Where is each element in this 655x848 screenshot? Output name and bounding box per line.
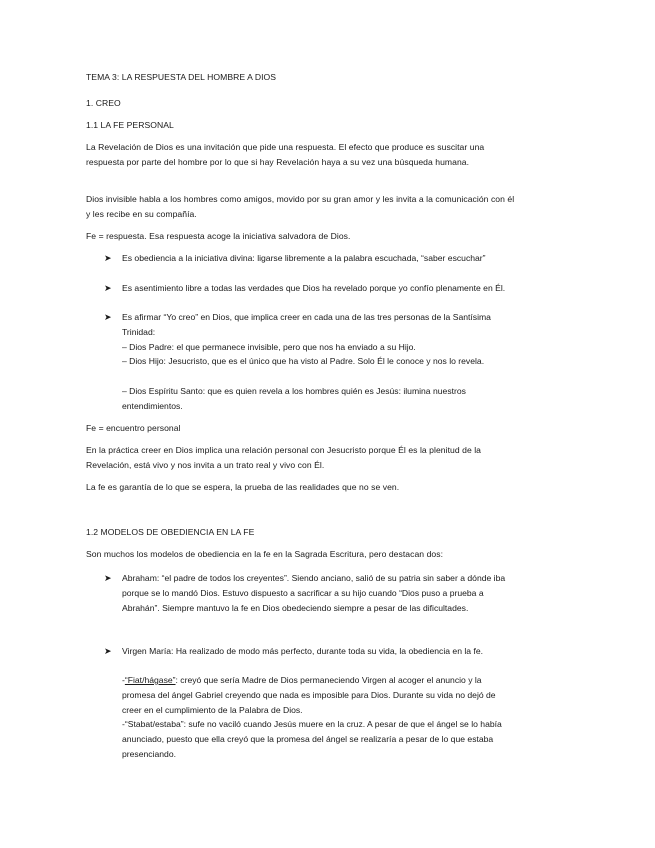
- bullet-virgen-maria: Virgen María: Ha realizado de modo más perfecto, durante toda su vida, la obediencia en la fe.: [122, 646, 483, 656]
- bullet-yo-creo: Es afirmar “Yo creo” en Dios, que implica creer en cada una de las tres personas de la Santísima Trinidad:: [122, 312, 491, 337]
- fiat-text: : creyó que sería Madre de Dios permaneciendo Virgen al acoger el anuncio y la promesa del ángel Gabriel creyendo que nada es imposible para Dios. Durante su vida no dejó de creer en el cumplimiento de la Palabra de Dios.: [122, 675, 496, 715]
- fiat-label: “Fiat/hágase”: [124, 675, 176, 685]
- fiat-prefix: -: [122, 675, 125, 685]
- paragraph-garantia: La fe es garantía de lo que se espera, la prueba de las realidades que no se ven.: [86, 482, 400, 492]
- paragraph-encuentro: Fe = encuentro personal: [86, 423, 181, 433]
- bullet-arrow-icon: ➤: [104, 312, 112, 322]
- bullet-arrow-icon: ➤: [104, 253, 112, 263]
- bullet-arrow-icon: ➤: [104, 573, 112, 583]
- trinity-padre: – Dios Padre: el que permanece invisible, pero que nos ha enviado a su Hijo.: [122, 342, 416, 352]
- fiat-paragraph: [122, 673, 517, 717]
- trinity-hijo: – Dios Hijo: Jesucristo, que es el único que ha visto al Padre. Solo Él le conoce y nos lo revela.: [122, 356, 485, 366]
- paragraph-dios-invisible: Dios invisible habla a los hombres como amigos, movido por su gran amor y les invita a la comunicación con él y les recibe en su compañía.: [86, 194, 515, 219]
- paragraph-practica: En la práctica creer en Dios implica una relación personal con Jesucristo porque Él es la plenitud de la Revelación, está vivo y nos invita a un trato real y vivo con Él.: [86, 445, 481, 470]
- bullet-abraham: Abraham: “el padre de todos los creyentes”. Siendo anciano, salió de su patria sin saber a dónde iba porque se lo mandó Dios. Estuvo dispuesto a sacrificar a su hijo cuando “Dios puso a prueba a Abrahán”. Siempre mantuvo la fe en Dios obedeciendo siempre a pesar de las dificultades.: [122, 573, 506, 613]
- section-heading-fe-personal: 1.1 LA FE PERSONAL: [86, 120, 174, 130]
- bullet-asentimiento: Es asentimiento libre a todas las verdades que Dios ha revelado porque yo confío plenamente en Él.: [122, 283, 506, 293]
- bullet-obediencia: Es obediencia a la iniciativa divina: ligarse libremente a la palabra escuchada, “saber escuchar”: [122, 253, 486, 263]
- document-title: TEMA 3: LA RESPUESTA DEL HOMBRE A DIOS: [86, 72, 277, 82]
- paragraph-fe-respuesta: Fe = respuesta. Esa respuesta acoge la iniciativa salvadora de Dios.: [86, 231, 351, 241]
- trinity-espiritu: – Dios Espíritu Santo: que es quien revela a los hombres quién es Jesús: ilumina nuestros entendimientos.: [122, 386, 466, 411]
- paragraph-modelos: Son muchos los modelos de obediencia en la fe en la Sagrada Escritura, pero destacan dos:: [86, 549, 444, 559]
- section-heading-creo: 1. CREO: [86, 98, 121, 108]
- stabat-paragraph: -“Stabat/estaba”: sufe no vaciló cuando Jesús muere en la cruz. A pesar de que el ángel se lo había anunciado, puesto que ella creyó que la promesa del ángel se realizaría a pesar de lo que estaba presenciando.: [122, 719, 502, 759]
- section-heading-modelos: 1.2 MODELOS DE OBEDIENCIA EN LA FE: [86, 527, 255, 537]
- bullet-arrow-icon: ➤: [104, 646, 112, 656]
- paragraph-revelacion: La Revelación de Dios es una invitación que pide una respuesta. El efecto que produce es suscitar una respuesta por parte del hombre por lo que si hay Revelación haya a su vez una búsqueda humana.: [86, 142, 485, 167]
- bullet-arrow-icon: ➤: [104, 283, 112, 293]
